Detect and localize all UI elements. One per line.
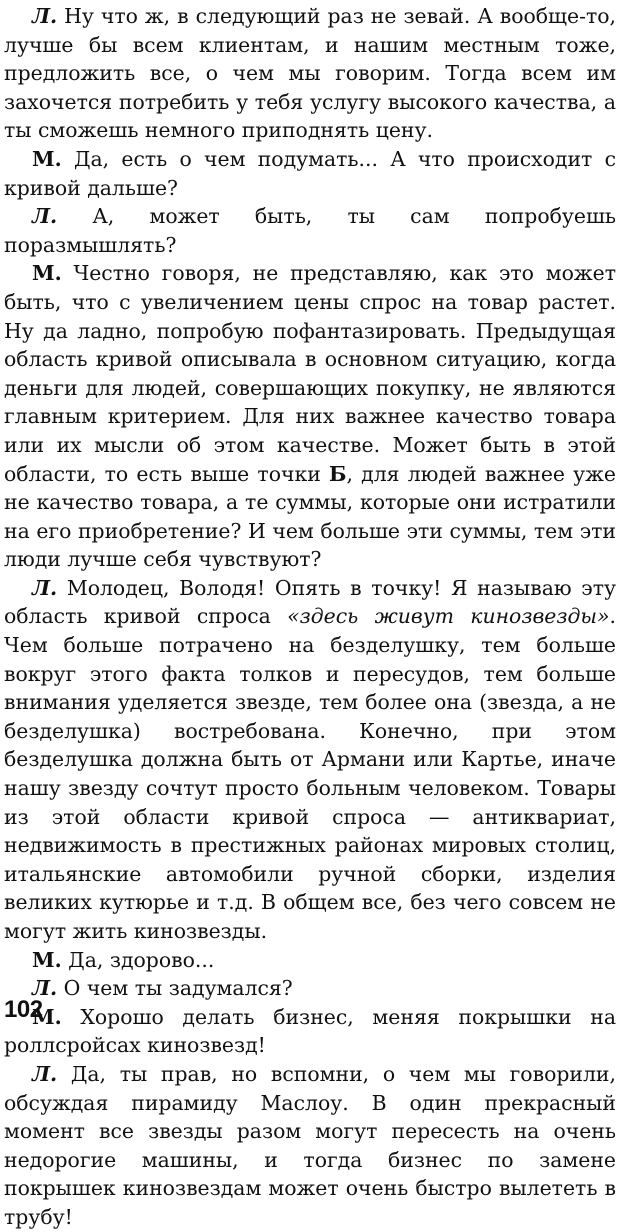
dialogue-paragraph bbox=[4, 974, 616, 1003]
paragraph-text: Молодец, Володя! Опять в точку! Я называю эту область кривой спроса bbox=[4, 575, 616, 629]
paragraph-text: Хорошо делать бизнес, меняя покрышки на роллсройсах кинозвезд! bbox=[4, 1004, 616, 1058]
italic-quote: «здесь живут кинозвезды» bbox=[287, 604, 610, 629]
dialogue-paragraph bbox=[4, 1003, 616, 1060]
paragraph-text: Честно говоря, не представляю, как это может быть, что с увеличением цены спрос на товар растет. Ну да ладно, попробую пофантазировать. Предыдущая область кривой описывала в основном ситуацию, когда деньги для людей, совершающих покупку, не являются главным критерием. Для них важнее качество товара или их мысли об этом качестве. Может быть в этой области, то есть выше точки bbox=[4, 261, 616, 486]
paragraph-text: Да, ты прав, но вспомни, о чем мы говорили, обсуждая пирамиду Маслоу. В один прекрасный момент все звезды разом могут пересесть на очень недорогие машины, и тогда бизнес по замене покрышек кинозвездам может очень быстро вылететь в трубу! bbox=[4, 1061, 617, 1229]
speaker-label: Л. bbox=[32, 204, 58, 229]
paragraph-text-continued: , для людей важнее уже не качество товара, а те суммы, которые они истратили на его приобретение? И чем больше эти суммы, тем эти люди лучше себя чувствуют? bbox=[4, 461, 617, 572]
dialogue-paragraph bbox=[4, 202, 616, 259]
speaker-label: М. bbox=[32, 947, 62, 972]
paragraph-text-continued: . Чем больше потрачено на безделушку, тем больше вокруг этого факта толков и пересудов, тем больше внимания уделяется звезде, тем более она (звезда, а не безделушка) востребована. Конечно, при этом безделушка должна быть от Армани или Картье, иначе нашу звезду сочтут просто больным человеком. Товары из этой области кривой спроса — антиквариат, недвижимость в престижных районах мировых столиц, итальянские автомобили ручной сборки, изделия великих кутюрье и т.д. В общем все, без чего совсем не могут жить кинозвезды. bbox=[4, 604, 616, 943]
paragraph-text: Да, здорово... bbox=[68, 947, 215, 972]
page-number: 102 bbox=[4, 996, 43, 1023]
point-label: Б bbox=[329, 461, 347, 486]
dialogue-paragraph bbox=[4, 259, 616, 574]
dialogue-paragraph bbox=[4, 946, 616, 975]
speaker-label: Л. bbox=[32, 4, 58, 28]
dialogue-paragraph bbox=[4, 1060, 616, 1232]
paragraph-text: Ну что ж, в следующий раз не зевай. А вообще-то, лучше бы всем клиентам, и нашим местным тоже, предложить все, о чем мы говорим. Тогда всем им захочется потребить у тебя услугу высокого качества, а ты сможешь немного приподнять цену. bbox=[4, 4, 617, 143]
paragraph-text: О чем ты задумался? bbox=[63, 976, 293, 1001]
speaker-label: Л. bbox=[32, 1061, 58, 1086]
speaker-label: Л. bbox=[32, 976, 58, 1001]
speaker-label: М. bbox=[32, 1004, 62, 1029]
dialogue-paragraph bbox=[4, 2, 616, 145]
speaker-label: М. bbox=[32, 146, 62, 171]
speaker-label: Л. bbox=[32, 575, 58, 600]
dialogue-paragraph bbox=[4, 574, 616, 946]
dialogue-paragraph bbox=[4, 145, 616, 202]
paragraph-text: Да, есть о чем подумать... А что происходит с кривой дальше? bbox=[4, 146, 617, 200]
paragraph-text: А, может быть, ты сам попробуешь поразмышлять? bbox=[4, 204, 616, 257]
speaker-label: М. bbox=[32, 261, 62, 286]
